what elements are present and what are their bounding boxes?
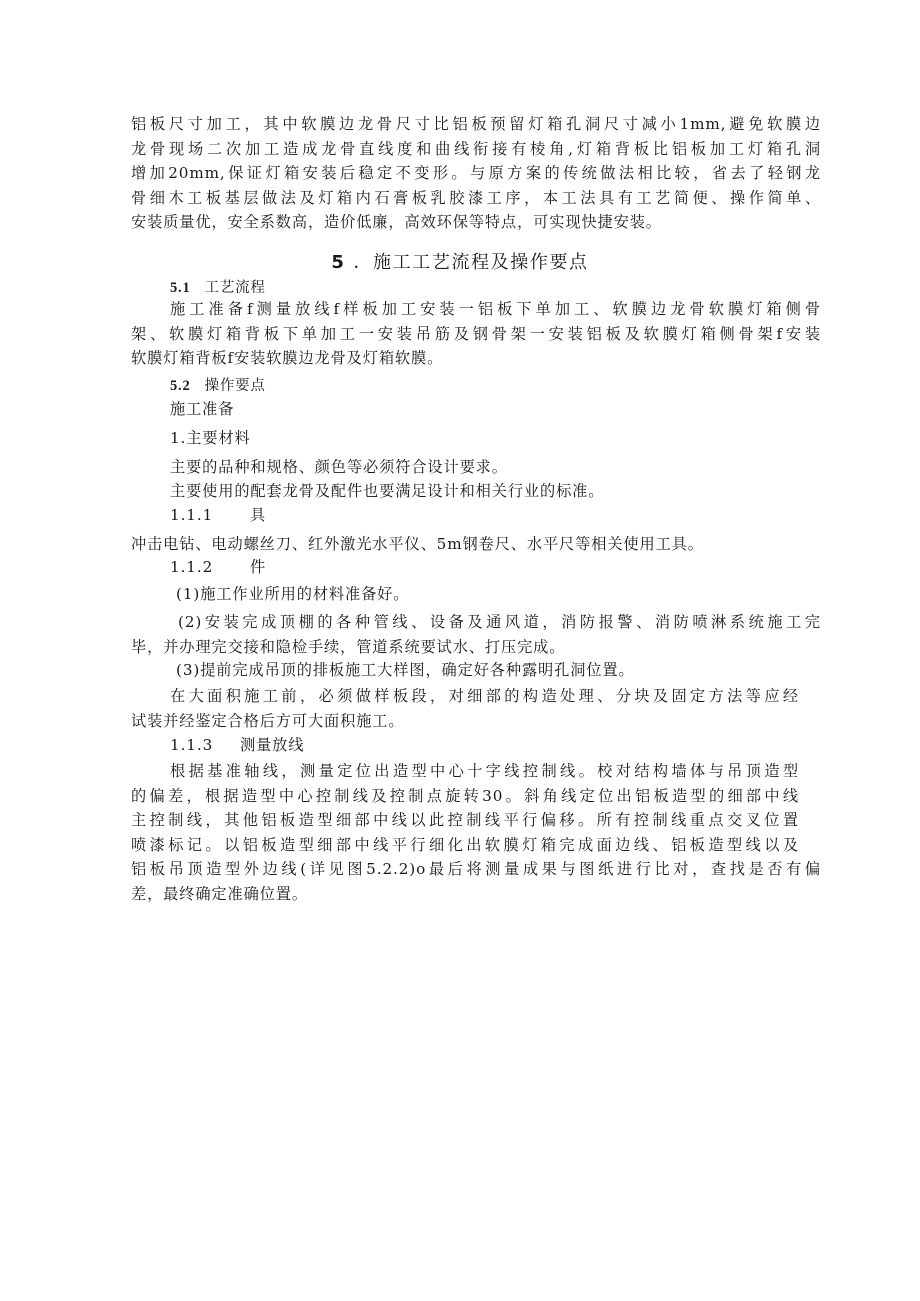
subsection-1-1-2-number: 1.1.2 xyxy=(170,558,214,576)
process-line: 软膜灯箱背板f安装软膜边龙骨及灯箱软膜。 xyxy=(131,349,444,367)
section-5-number: 5 xyxy=(331,252,346,273)
condition-item-2 xyxy=(131,610,821,659)
subsection-1-1-2-heading xyxy=(170,556,266,577)
sample-note-line: 在大面积施工前，必须做样板段，对细部的构造处理、分块及固定方法等应经 xyxy=(170,687,799,705)
subsection-1-1-2-title: 件 xyxy=(250,558,267,576)
subsection-5-1-title: 工艺流程 xyxy=(204,280,266,296)
subsection-1-1-1-heading xyxy=(170,504,266,525)
sample-note-line: 试装并经鉴定合格后方可大面积施工。 xyxy=(131,711,405,730)
survey-paragraph xyxy=(131,759,821,906)
condition-item: (3)提前完成吊顶的排板施工大样图，确定好各种露明孔洞位置。 xyxy=(176,661,635,679)
process-line: 施工准备f测量放线f样板加工安装一铝板下单加工、软膜边龙骨软膜灯箱侧骨 xyxy=(170,300,821,318)
condition-line: 毕，并办理完交接和隐检手续，管道系统要试水、打压完成。 xyxy=(131,637,566,656)
section-5-heading xyxy=(0,248,920,274)
subsection-1-1-3-title: 测量放线 xyxy=(240,736,305,754)
subsection-1-1-1-number: 1.1.1 xyxy=(170,506,214,524)
survey-line: 主控制线，其他铝板造型细部中线以此控制线平行偏移。所有控制线重点交叉位置 xyxy=(131,811,799,829)
subsection-1-1-1-title: 具 xyxy=(250,506,267,524)
survey-line: 的偏差，根据造型中心控制线及控制点旋转30。斜角线定位出铝板造型的细部中线 xyxy=(131,786,799,805)
intro-paragraph xyxy=(131,112,821,235)
survey-line: 喷漆标记。以铝板造型细部中线平行细化出软膜灯箱完成面边线、铝板造型线以及 xyxy=(131,835,799,854)
subsection-1-1-3-number: 1.1.3 xyxy=(170,736,214,754)
prep-heading: 施工准备 xyxy=(170,400,235,418)
survey-line: 根据基准轴线，测量定位出造型中心十字线控制线。校对结构墙体与吊顶造型 xyxy=(170,762,799,780)
intro-line: 龙骨现场二次加工造成龙骨直线度和曲线衔接有棱角,灯箱背板比铝板加工灯箱孔洞 xyxy=(131,139,821,158)
survey-line: 差，最终确定准确位置。 xyxy=(131,884,308,903)
subsection-5-1-number: 5.1 xyxy=(170,280,191,296)
intro-line: 铝板尺寸加工，其中软膜边龙骨尺寸比铝板预留灯箱孔洞尺寸减小1mm,避免软膜边 xyxy=(131,115,821,133)
condition-line: (2)安装完成顶棚的各种管线、设备及通风道，消防报警、消防喷淋系统施工完 xyxy=(178,613,821,631)
materials-line: 主要的品种和规格、颜色等必须符合设计要求。 xyxy=(170,458,508,476)
subsection-1-1-3-heading xyxy=(170,734,304,755)
subsection-5-2-number: 5.2 xyxy=(170,378,191,394)
process-flow-paragraph xyxy=(131,297,821,371)
materials-heading: 1.主要材料 xyxy=(170,429,251,447)
survey-line: 铝板吊顶造型外边线(详见图5.2.2)o最后将测量成果与图纸进行比对，查找是否有偏 xyxy=(131,860,821,878)
subsection-5-2-heading xyxy=(170,374,266,395)
condition-item: (1)施工作业所用的材料准备好。 xyxy=(176,585,410,603)
tools-line: 冲击电钻、电动螺丝刀、红外激光水平仪、5m钢卷尺、水平尺等相关使用工具。 xyxy=(131,535,704,553)
intro-line: 增加20mm,保证灯箱安装后稳定不变形。与原方案的传统做法相比较，省去了轻钢龙 xyxy=(131,164,821,182)
subsection-5-1-heading xyxy=(170,276,266,297)
materials-line: 主要使用的配套龙骨及配件也要满足设计和相关行业的标准。 xyxy=(170,482,605,500)
sample-note-paragraph xyxy=(131,684,799,733)
process-line: 架、软膜灯箱背板下单加工一安装吊筋及钢骨架一安装铝板及软膜灯箱侧骨架f安装 xyxy=(131,324,821,343)
intro-line: 安装质量优，安全系数高，造价低廉，高效环保等特点，可实现快捷安装。 xyxy=(131,213,662,231)
section-5-title: ．施工工艺流程及操作要点 xyxy=(353,252,589,273)
subsection-5-2-title: 操作要点 xyxy=(204,378,266,394)
intro-line: 骨细木工板基层做法及灯箱内石膏板乳胶漆工序，本工法具有工艺简便、操作简单、 xyxy=(131,188,821,207)
